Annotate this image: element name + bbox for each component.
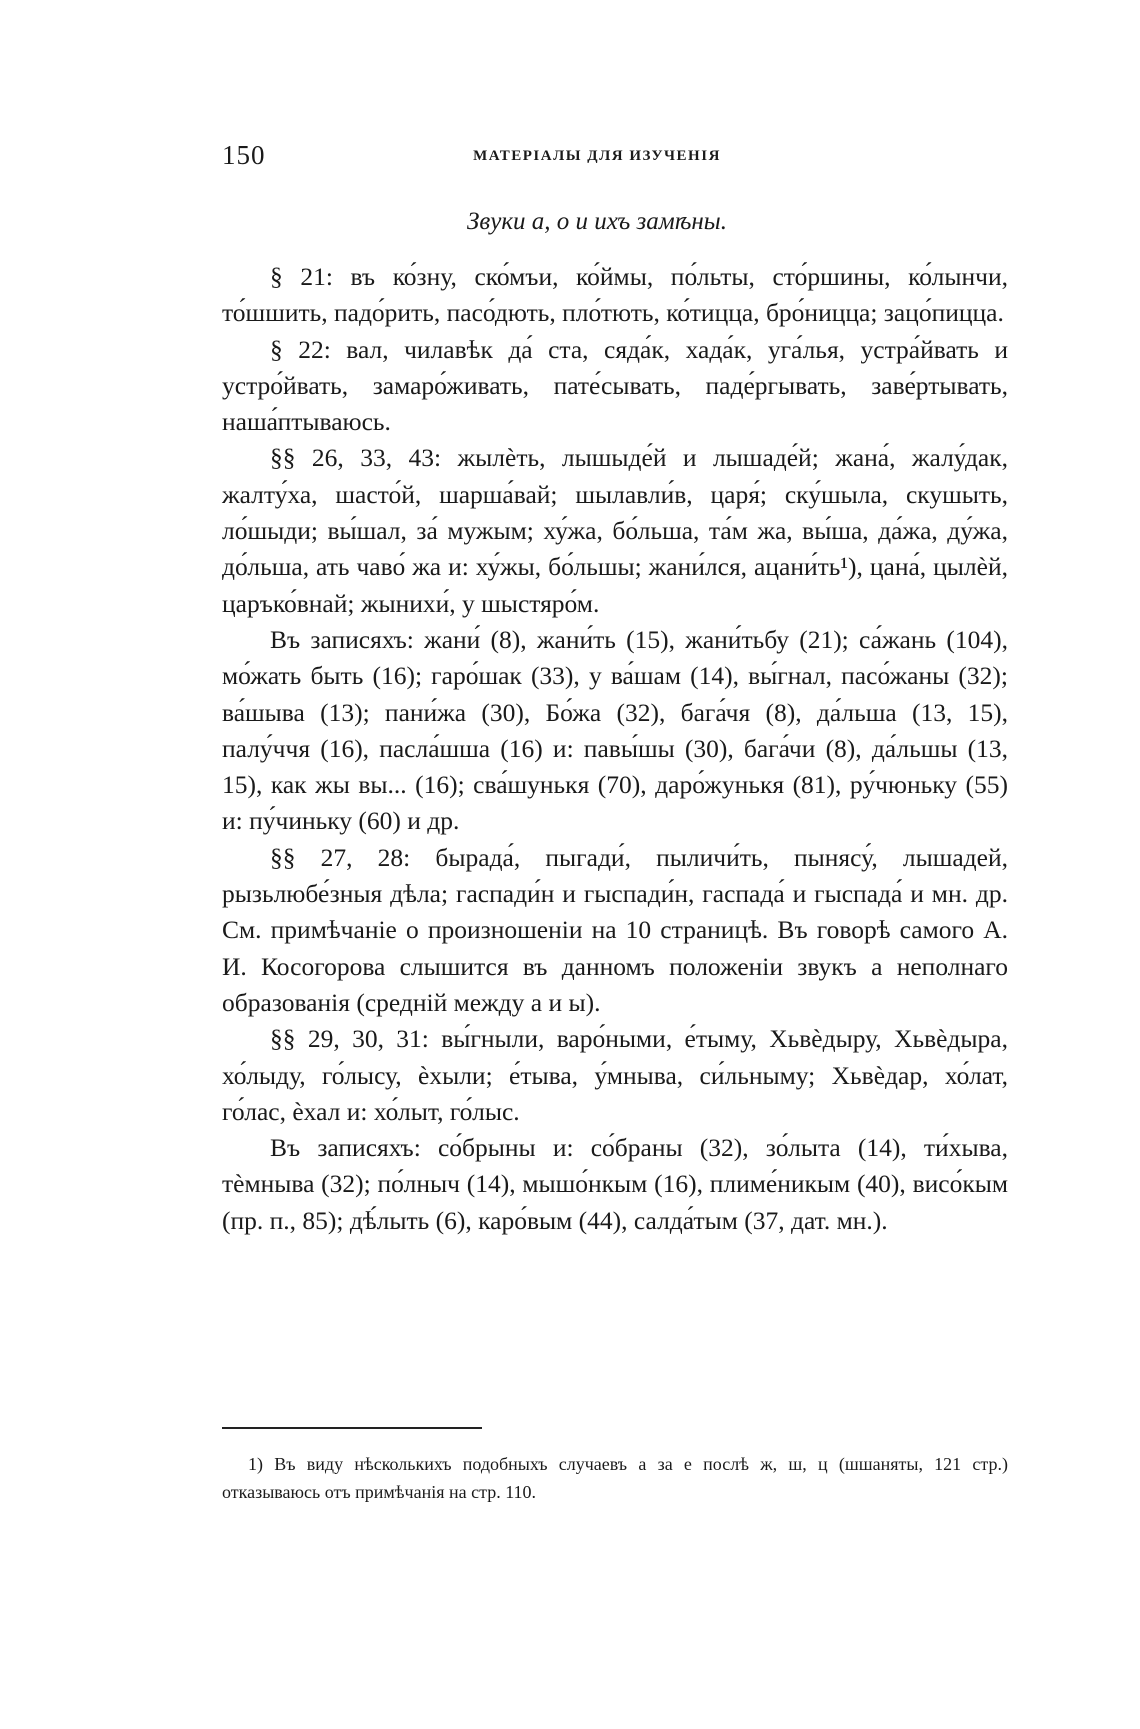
paragraph: §§ 29, 30, 31: вы́гныли, варо́ными, е́тыму, Хьвѐдыру, Хьвѐдыра, хо́лыду, го́лысу, ѐхыли; е́тыва, у́мныва, си́льныму; Хьвѐдар, хо́лат, го́лас, ѐхал и: хо́лыт, го́лыс.	[222, 1024, 1008, 1126]
paragraph: § 21: въ ко́зну, ско́мъи, ко́ймы, по́льты, сто́ршины, ко́лынчи, то́шшить, падо́рить, пасо́дють, пло́тють, ко́тицца, бро́ницца; зацо́пицца.	[222, 262, 1008, 328]
running-head: МАТЕРІАЛЫ ДЛЯ ИЗУЧЕНІЯ	[473, 148, 721, 164]
footnote	[222, 1450, 1008, 1506]
page-number: 150	[222, 140, 266, 170]
section-title: Звуки а, о и ихъ замѣны.	[467, 208, 727, 235]
footnote-text: 1) Въ виду нѣсколькихъ подобныхъ случаевъ а за е послѣ ж, ш, ц (шшаняты, 121 стр.) отказываюсь отъ примѣчанія на стр. 110.	[222, 1454, 1008, 1502]
paragraph: Въ записяхъ: со́брыны и: со́браны (32), зо́лыта (14), ти́хыва, тѐмныва (32); по́лныч (14), мышо́нкым (16), плиме́никым (40), висо́кым (пр. п., 85); дѣ́лыть (6), каро́вым (44), салда́тым (37, дат. мн.).	[222, 1133, 1008, 1235]
page-header	[222, 140, 972, 180]
footnote-rule	[222, 1427, 482, 1429]
body-text	[222, 259, 1008, 1239]
paragraph: Въ записяхъ: жани́ (8), жани́ть (15), жани́тьбу (21); са́жань (104), мо́жать быть (16); гаро́шак (33), у ва́шам (14), вы́гнал, пасо́жаны (32); ва́шыва (13); пани́жа (30), Бо́жа (32), бага́чя (8), да́льша (13, 15), палу́ччя (16), пасла́шша (16) и: павы́шы (30), бага́чи (8), да́льшы (13, 15), как жы вы... (16); сва́шунькя (70), даро́жунькя (81), ру́чюньку (55) и: пу́чиньку (60) и др.	[222, 624, 1008, 836]
paragraph: §§ 26, 33, 43: жылѐть, лышыде́й и лышаде́й; жана́, жалу́дак, жалту́ха, шасто́й, шарша́вай; шылавли́в, царя́; ску́шыла, скушыть, ло́шыди; вы́шал, за́ мужым; ху́жа, бо́льша, та́м жа, вы́ша, да́жа, ду́жа, до́льша, ать чаво́ жа и: ху́жы, бо́льшы; жани́лся, ацани́ть¹), цана́, цылѐй, царъко́внай; жынихи́, у шыстяро́м.	[222, 443, 1008, 618]
paragraph: § 22: вал, чилавѣк да́ ста, сяда́к, хада́к, уга́лья, устра́йвать и устро́йвать, замаро́живать, пате́сывать, паде́ргывать, заве́ртывать, наша́птываюсь.	[222, 334, 1008, 437]
paragraph: §§ 27, 28: бырада́, пыгади́, пыличи́ть, пынясу́, лышадей, рызьлюбе́зныя дѣла; гаспади́н и гыспади́н, гаспада́ и гыспада́ и мн. др. См. примѣчаніе о произношеніи на 10 страницѣ. Въ говорѣ самого А. И. Косогорова слышится въ данномъ положеніи звукъ а неполнаго образованія (средній между а и ы).	[222, 842, 1008, 1017]
